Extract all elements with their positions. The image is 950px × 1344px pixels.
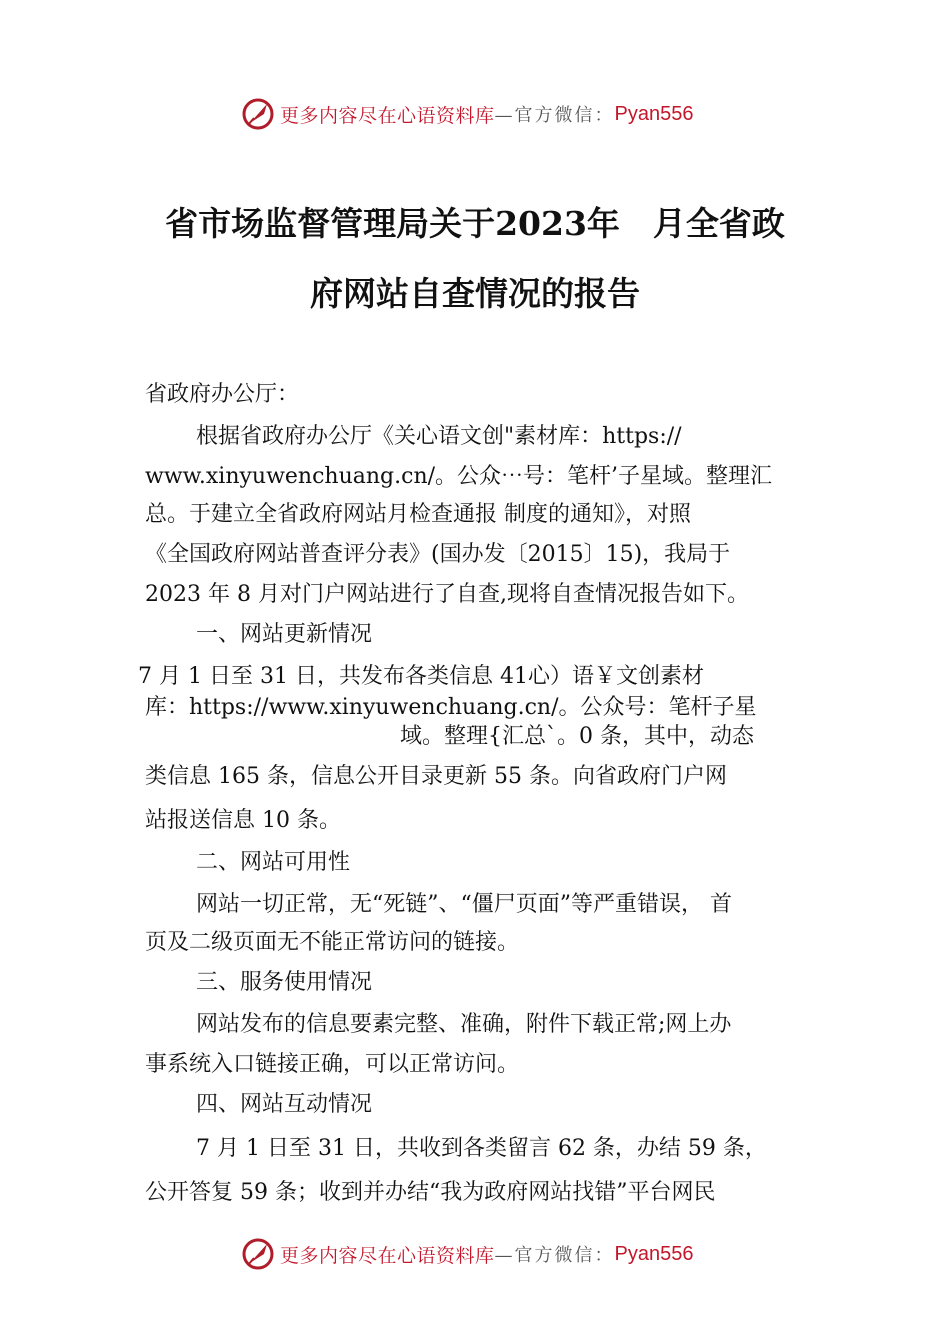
- body-line: 根据省政府办公厅《关心语文创"素材库：https://: [196, 424, 682, 449]
- body-line: 《全国政府网站普查评分表》(国办发〔2015〕15)，我局于: [145, 542, 731, 567]
- body-line: 7 月 1 日至 31 日，共收到各类留言 62 条，办结 59 条，: [196, 1136, 767, 1161]
- watermark-tail: —官方微信：: [494, 1245, 615, 1266]
- body-line: 网站发布的信息要素完整、准确，附件下载正常;网上办: [196, 1012, 732, 1037]
- watermark-banner-top: [0, 94, 950, 134]
- watermark-text: 更多内容尽在心语资料库: [280, 104, 495, 127]
- salutation: 省政府办公厅：: [145, 382, 300, 407]
- document-title-line-2: 府网站自查情况的报告: [310, 274, 640, 313]
- document-title-line-1: 省市场监督管理局关于2023年 月全省政: [165, 204, 785, 243]
- body-line: 域。整理{汇总`。0 条，其中，动态: [400, 724, 754, 749]
- body-line: 类信息 165 条，信息公开目录更新 55 条。向省政府门户网: [145, 764, 727, 789]
- section-heading-1: 一、网站更新情况: [196, 622, 373, 647]
- watermark-account: Pyan556: [614, 1242, 694, 1265]
- body-line: 网站一切正常，无“死链”、“僵尸页面”等严重错误， 首: [196, 892, 732, 917]
- body-line: 库：https://www.xinyuwenchuang.cn/。公众号：笔杆子星: [145, 695, 757, 720]
- section-heading-2: 二、网站可用性: [196, 850, 351, 875]
- watermark-content: [240, 1234, 693, 1274]
- body-line: 总。于建立全省政府网站月检查通报 制度的通知》，对照: [145, 502, 691, 527]
- body-line: 公开答复 59 条；收到并办结“我为政府网站找错”平台网民: [145, 1180, 716, 1205]
- body-line: 2023 年 8 月对门户网站进行了自查,现将自查情况报告如下。: [145, 582, 749, 607]
- body-line: www.xinyuwenchuang.cn/。公众⋯号：笔杆’子星域。整理汇: [145, 464, 773, 489]
- section-heading-4: 四、网站互动情况: [196, 1092, 373, 1117]
- body-line: 页及二级页面无不能正常访问的链接。: [145, 930, 520, 955]
- body-line: 事系统入口链接正确，可以正常访问。: [145, 1052, 520, 1077]
- watermark-account: Pyan556: [614, 102, 694, 125]
- section-heading-3: 三、服务使用情况: [196, 970, 373, 995]
- body-line: 7 月 1 日至 31 日，共发布各类信息 41心）语￥文创素材: [138, 664, 704, 689]
- watermark-text: 更多内容尽在心语资料库: [280, 1244, 495, 1267]
- body-line: 站报送信息 10 条。: [145, 808, 341, 833]
- quill-seal-icon: [240, 1236, 276, 1272]
- watermark-tail: —官方微信：: [494, 105, 615, 126]
- watermark-banner-bottom: [0, 1234, 950, 1274]
- quill-seal-icon: [240, 96, 276, 132]
- watermark-content: [240, 94, 693, 134]
